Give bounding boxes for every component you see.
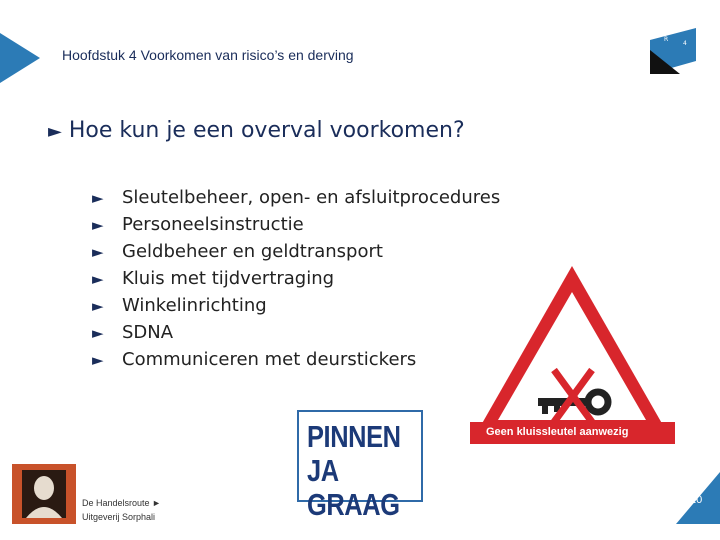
badge-number: 4 xyxy=(683,40,687,47)
decorative-triangle-left xyxy=(0,33,40,83)
portrait-icon xyxy=(12,464,76,524)
bullet-arrow-icon: ► xyxy=(92,350,104,369)
bullet-item xyxy=(92,346,500,373)
bullet-arrow-icon: ► xyxy=(92,269,104,288)
no-key-warning-sign-image xyxy=(470,262,675,447)
publisher-line-1: De Handelsroute ► xyxy=(82,498,161,508)
publisher-name xyxy=(82,496,161,524)
bullet-text: Winkelinrichting xyxy=(122,295,267,316)
publisher-line-2: Uitgeverij Sorphali xyxy=(82,512,156,522)
heading-arrow-icon: ► xyxy=(48,121,62,142)
bullet-item xyxy=(92,292,500,319)
bullet-text: Sleutelbeheer, open- en afsluitprocedures xyxy=(122,187,501,208)
bullet-arrow-icon: ► xyxy=(92,215,104,234)
sticker-line-1: PINNEN xyxy=(307,419,401,454)
bullet-item xyxy=(92,211,500,238)
bullet-text: SDNA xyxy=(122,322,174,343)
bullet-arrow-icon: ► xyxy=(92,188,104,207)
bullet-list xyxy=(92,184,500,373)
chapter-title: Hoofdstuk 4 Voorkomen van risico’s en derving xyxy=(62,47,354,63)
slide-heading xyxy=(48,118,465,143)
page-number: 20 xyxy=(690,494,703,506)
bullet-text: Kluis met tijdvertraging xyxy=(122,268,335,289)
bullet-item xyxy=(92,238,500,265)
bullet-arrow-icon: ► xyxy=(92,296,104,315)
chapter-badge xyxy=(650,28,698,74)
pinnen-ja-graag-sticker-image xyxy=(297,410,423,522)
bullet-arrow-icon: ► xyxy=(92,323,104,342)
bullet-item xyxy=(92,265,500,292)
sticker-line-2: JA GRAAG xyxy=(307,453,400,522)
bullet-item xyxy=(92,319,500,346)
bullet-text: Personeelsinstructie xyxy=(122,214,304,235)
bullet-text: Communiceren met deurstickers xyxy=(122,349,417,370)
bullet-arrow-icon: ► xyxy=(92,242,104,261)
bullet-text: Geldbeheer en geldtransport xyxy=(122,241,383,262)
heading-text: Hoe kun je een overval voorkomen? xyxy=(68,118,465,143)
badge-letter: R xyxy=(664,36,669,43)
publisher-logo xyxy=(12,464,76,524)
warning-sign-caption: Geen kluissleutel aanwezig xyxy=(486,426,629,438)
bullet-item xyxy=(92,184,500,211)
